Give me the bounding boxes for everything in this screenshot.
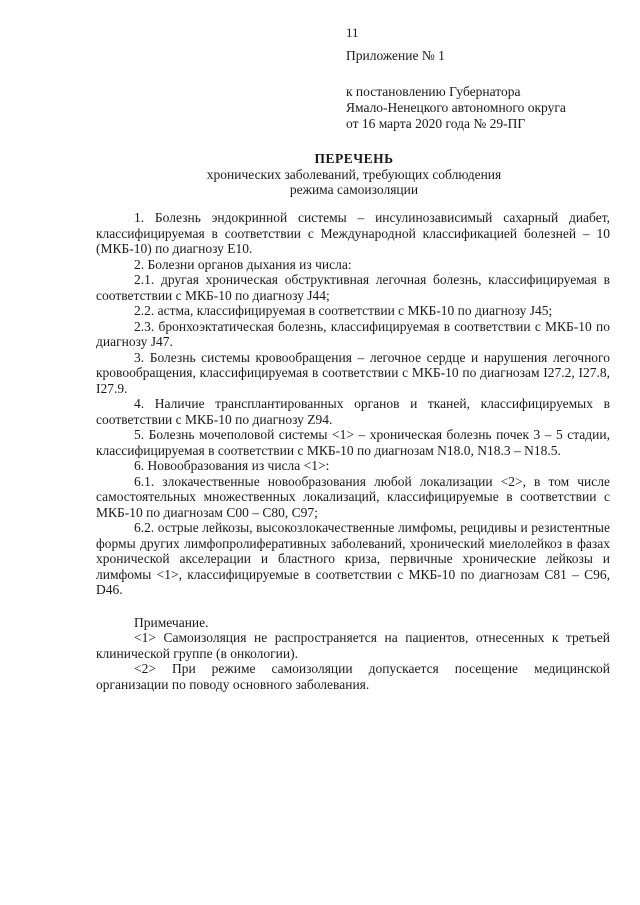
document-heading	[96, 151, 612, 198]
list-item-neoplasms: 6. Новообразования из числа <1>:	[134, 458, 330, 473]
appendix-line-date: от 16 марта 2020 года № 29-ПГ	[346, 116, 526, 131]
appendix-header	[346, 48, 616, 132]
appendix-line-region: Ямало-Ненецкого автономного округа	[346, 100, 566, 115]
list-item-asthma: 2.2. астма, классифицируемая в соответствии с МКБ-10 по диагнозу J45;	[134, 303, 553, 318]
document-subtitle-line-2: режима самоизоляции	[289, 182, 419, 197]
document-subtitle-line-1: хронических заболеваний, требующих соблюдения	[206, 166, 502, 182]
note-item-2: <2> При режиме самоизоляции допускается посещение медицинской организации по поводу основного заболевания.	[96, 661, 610, 692]
appendix-title: Приложение № 1	[346, 48, 445, 63]
document-title: ПЕРЕЧЕНЬ	[314, 151, 394, 166]
list-item-endocrine: 1. Болезнь эндокринной системы – инсулинозависимый сахарный диабет, классифицируемая в соответствии с Международной классификацией болезней – 10 (МКБ-10) по диагнозу E10.	[96, 210, 610, 256]
page-number: 11	[346, 25, 359, 40]
note-item-1: <1> Самоизоляция не распространяется на пациентов, отнесенных к третьей клинической группе (в онкологии).	[96, 630, 610, 661]
list-item-transplant: 4. Наличие трансплантированных органов и тканей, классифицируемых в соответствии с МКБ-10 по диагнозу Z94.	[96, 396, 610, 427]
notes-section	[96, 615, 610, 693]
list-item-urogenital: 5. Болезнь мочеполовой системы <1> – хроническая болезнь почек 3 – 5 стадии, классифицируемая в соответствии с МКБ-10 по диагнозам N18.0, N18.3 – N18.5.	[96, 427, 610, 458]
list-item-leukemia: 6.2. острые лейкозы, высокозлокачественные лимфомы, рецидивы и резистентные формы других лимфопролиферативных заболеваний, хронический миелолейкоз в фазах хронической акселерации и бластного криза, первичные хронические лейкозы и лимфомы <1>, классифицируемые в соответствии с МКБ-10 по диагнозам C81 – C96, D46.	[96, 520, 610, 597]
list-item-malignant: 6.1. злокачественные новообразования любой локализации <2>, в том числе самостоятельных множественных локализаций, классифицируемые в соответствии с МКБ-10 по диагнозам C00 – C80, C97;	[96, 473, 610, 520]
notes-label: Примечание.	[134, 614, 209, 630]
list-item-respiratory: 2. Болезни органов дыхания из числа:	[134, 256, 352, 272]
list-item-copd: 2.1. другая хроническая обструктивная легочная болезнь, классифицируемая в соответствии с МКБ-10 по диагнозу J44;	[96, 272, 610, 303]
document-body	[96, 210, 610, 692]
appendix-line-resolution: к постановлению Губернатора	[346, 84, 521, 99]
list-item-circulatory: 3. Болезнь системы кровообращения – легочное сердце и нарушения легочного кровообращения, классифицируемая в соответствии с МКБ-10 по диагнозам I27.2, I27.8, I27.9.	[96, 349, 610, 396]
list-item-bronchiectasis: 2.3. бронхоэктатическая болезнь, классифицируемая в соответствии с МКБ-10 по диагнозу J47.	[96, 318, 610, 349]
